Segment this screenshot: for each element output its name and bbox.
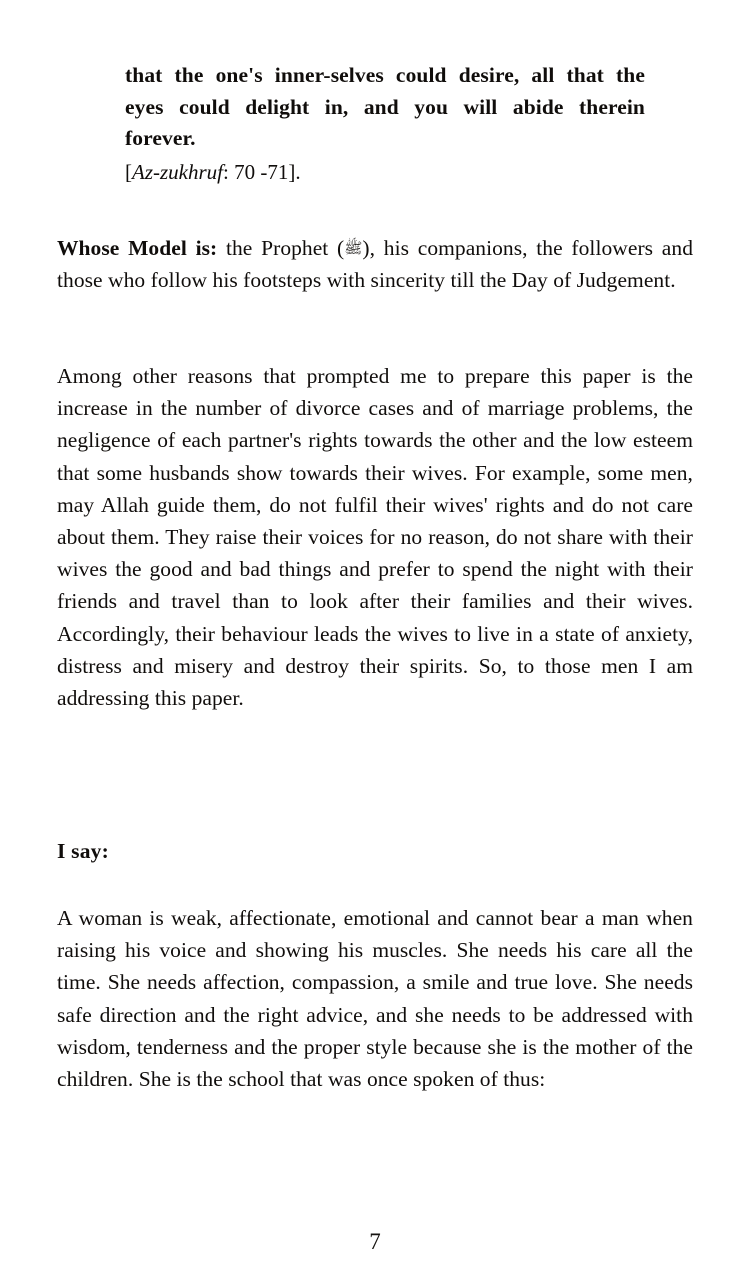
whose-model-after-glyph: ), his companions, the followers and those who follow his footsteps with sincerity till the Day of Judgement.: [57, 236, 693, 293]
reference-surah-name: Az-zukhruf: [132, 159, 223, 184]
paragraph-among-other-reasons: Among other reasons that prompted me to prepare this paper is the increase in the number of divorce cases and of marriage problems, the negligence of each partner's rights towards the other and the low esteem that some husbands show towards their wives. For example, some men, may Allah guide them, do not fulfil their wives' rights and do not care about them. They raise their voices for no reason, do not share with their wives the good and bad things and prefer to spend the night with their friends and travel than to look after their families and their wives. Accordingly, their behaviour leads the wives to live in a state of anxiety, distress and misery and destroy their spirits. So, to those men I am addressing this paper.: [57, 364, 693, 711]
page-number: 7: [369, 1229, 381, 1254]
page-content-column: [57, 0, 693, 1282]
paragraph-whose-model: [57, 232, 693, 296]
quran-quote-reference: [125, 157, 645, 188]
reference-separator: :: [223, 159, 235, 184]
paragraph-a-woman-is-weak: A woman is weak, affectionate, emotional and cannot bear a man when raising his voice and showing his muscles. She needs his care all the time. She needs affection, compassion, a smile and true love. She needs safe direction and the right advice, and she needs to be addressed with wisdom, tenderness and the proper style because she is the mother of the children. She is the school that was once spoken of thus:: [57, 906, 693, 1092]
reference-verse-range: 70 -71: [234, 159, 289, 184]
whose-model-before-glyph: the Prophet (: [217, 236, 345, 260]
reference-close-bracket: ].: [288, 159, 301, 184]
whose-model-lead-bold: Whose Model is:: [57, 236, 218, 260]
quran-quote-text: that the one's inner-selves could desire, all that the eyes could delight in, and you will abide therein forever.: [125, 63, 645, 150]
quran-quote-block: [125, 60, 645, 188]
heading-i-say: I say:: [57, 839, 109, 863]
reference-open-bracket: [: [125, 159, 132, 184]
sallallahu-alayhi-wasallam-glyph: ﷺ: [344, 239, 363, 257]
